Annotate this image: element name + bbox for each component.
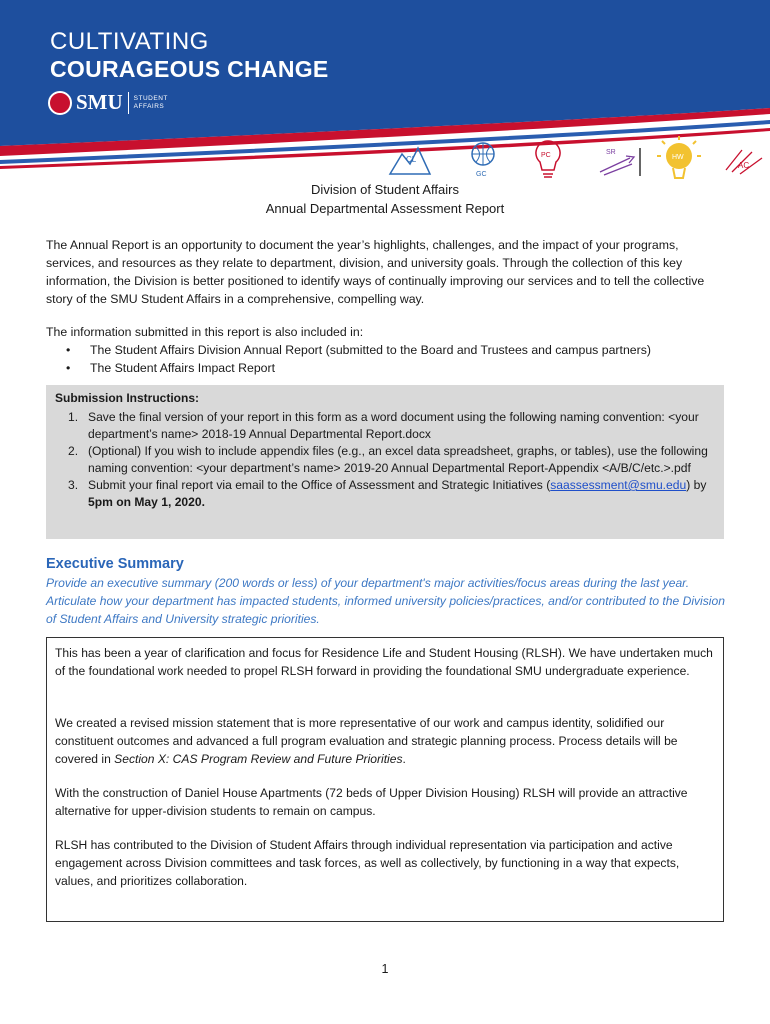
response-paragraph-1: This has been a year of clarification and focus for Residence Life and Student Housing (RLSH). We have undertaken much of the foundational work needed to propel RLSH forward in providing the foundational SMU undergraduate experience. bbox=[55, 646, 713, 678]
instruction-text-2: (Optional) If you wish to include appendix files (e.g., an excel data spreadsheet, graphs, or tables), use the following naming convention: <your department’s name> 2019-20 Annual Departmental Report-Appendix <A/B/C/etc.>.pdf bbox=[88, 444, 708, 475]
response-paragraph-4: RLSH has contributed to the Division of Student Affairs through individual representation via participation and active engagement across Division committees and task forces, as well as collectively, by functioning in a way that expects, values, and prioritizes collaboration. bbox=[55, 838, 680, 888]
section-reference: Section X: CAS Program Review and Future Priorities bbox=[114, 752, 403, 766]
smu-logo-text: SMU bbox=[76, 90, 123, 114]
intro-paragraph: The Annual Report is an opportunity to document the year’s highlights, challenges, and the impact of your programs, services, and resources as they relate to department, division, and university goals. Through the collection of this key information, the Division is better positioned to identify ways of continually improving our services and to tell the collective story of the SMU Student Affairs in a comprehensive, compelling way. bbox=[46, 238, 705, 306]
response-paragraph-2 bbox=[55, 714, 717, 768]
mountain-cl-icon bbox=[388, 142, 432, 178]
executive-summary-prompt: Provide an executive summary (200 words or less) of your department's major activities/focus areas during the last year. Articulate how your department has impacted students, informed university policies/practices, and/or contributed to the Division of Student Affairs and University strategic priorities. bbox=[46, 576, 725, 626]
icon-label-gc: GC bbox=[476, 171, 487, 178]
logo-divider bbox=[128, 92, 129, 114]
email-link[interactable]: saassessment@smu.edu bbox=[550, 478, 687, 492]
document-heading-line1: Division of Student Affairs bbox=[311, 182, 459, 197]
instruction-item: 2. (Optional) If you wish to include appendix files (e.g., an excel data spreadsheet, graphs, or tables), use the following naming convention: <your department’s name> 2019-20 Annual Departmental Report-Appendix <A/B/C/etc.>.pdf bbox=[68, 444, 708, 475]
student-affairs-label bbox=[134, 95, 168, 111]
smu-logo bbox=[48, 90, 168, 115]
student-affairs-line2: AFFAIRS bbox=[133, 102, 165, 110]
included-list bbox=[60, 341, 651, 377]
rays-ac-icon bbox=[722, 142, 766, 176]
instruction-text-3-pre: Submit your final report via email to the Office of Assessment and Strategic Initiatives ( bbox=[88, 478, 551, 492]
icon-label-hw: HW bbox=[672, 154, 684, 161]
student-affairs-line1: STUDENT bbox=[133, 94, 168, 102]
instructions-list bbox=[46, 409, 708, 511]
globe-gc-icon bbox=[463, 140, 503, 180]
instruction-text-3-mid: ) by bbox=[686, 478, 707, 492]
included-intro: The information submitted in this report is also included in: bbox=[46, 325, 364, 339]
included-item: • The Student Affairs Impact Report bbox=[60, 359, 651, 377]
banner-title-line2: COURAGEOUS CHANGE bbox=[50, 56, 329, 82]
icon-label-pc: PC bbox=[541, 152, 551, 159]
instruction-item: 1. Save the final version of your report in this form as a word document using the following naming convention: <your department’s name> 2018-19 Annual Departmental Report.docx bbox=[68, 410, 699, 441]
page-number: 1 bbox=[381, 962, 389, 976]
executive-summary-response-box[interactable] bbox=[46, 637, 724, 922]
badge-hw-icon bbox=[657, 136, 701, 180]
instructions-title: Submission Instructions: bbox=[55, 391, 200, 405]
document-heading-line2: Annual Departmental Assessment Report bbox=[265, 201, 505, 216]
lightbulb-pc-icon bbox=[530, 138, 566, 180]
icon-label-sr: SR bbox=[606, 149, 616, 156]
instruction-text-1: Save the final version of your report in this form as a word document using the following naming convention: <your department’s name> 2018-19 Annual Departmental Report.docx bbox=[88, 410, 699, 441]
response-paragraph-3: With the construction of Daniel House Apartments (72 beds of Upper Division Housing) RLSH will provide an attractive alternative for upper-division students to remain on campus. bbox=[55, 786, 688, 818]
icon-label-ac: AC bbox=[738, 161, 750, 170]
response-paragraph-2-text: We created a revised mission statement that is more representative of our work and campus identity, solidified our constituent outcomes and advanced a full program evaluation and strategic planning process. Process details will be covered in bbox=[55, 716, 678, 766]
response-paragraph-2-end: . bbox=[402, 752, 406, 766]
executive-summary-heading: Executive Summary bbox=[46, 556, 184, 572]
included-item: • The Student Affairs Division Annual Report (submitted to the Board and Trustees and campus partners) bbox=[60, 341, 651, 359]
icon-label-cl: CL bbox=[406, 155, 417, 164]
submission-instructions-box bbox=[46, 385, 724, 539]
smu-seal-icon bbox=[48, 91, 72, 115]
arrows-sr-icon bbox=[596, 142, 648, 178]
banner-title-line1: CULTIVATING bbox=[50, 28, 209, 55]
instruction-item: 3. Submit your final report via email to the Office of Assessment and Strategic Initiatives (saassessment@smu.edu) by 5pm on May 1, 2020. bbox=[68, 478, 707, 509]
header-banner bbox=[0, 0, 770, 180]
deadline-text: 5pm on May 1, 2020. bbox=[88, 495, 205, 509]
